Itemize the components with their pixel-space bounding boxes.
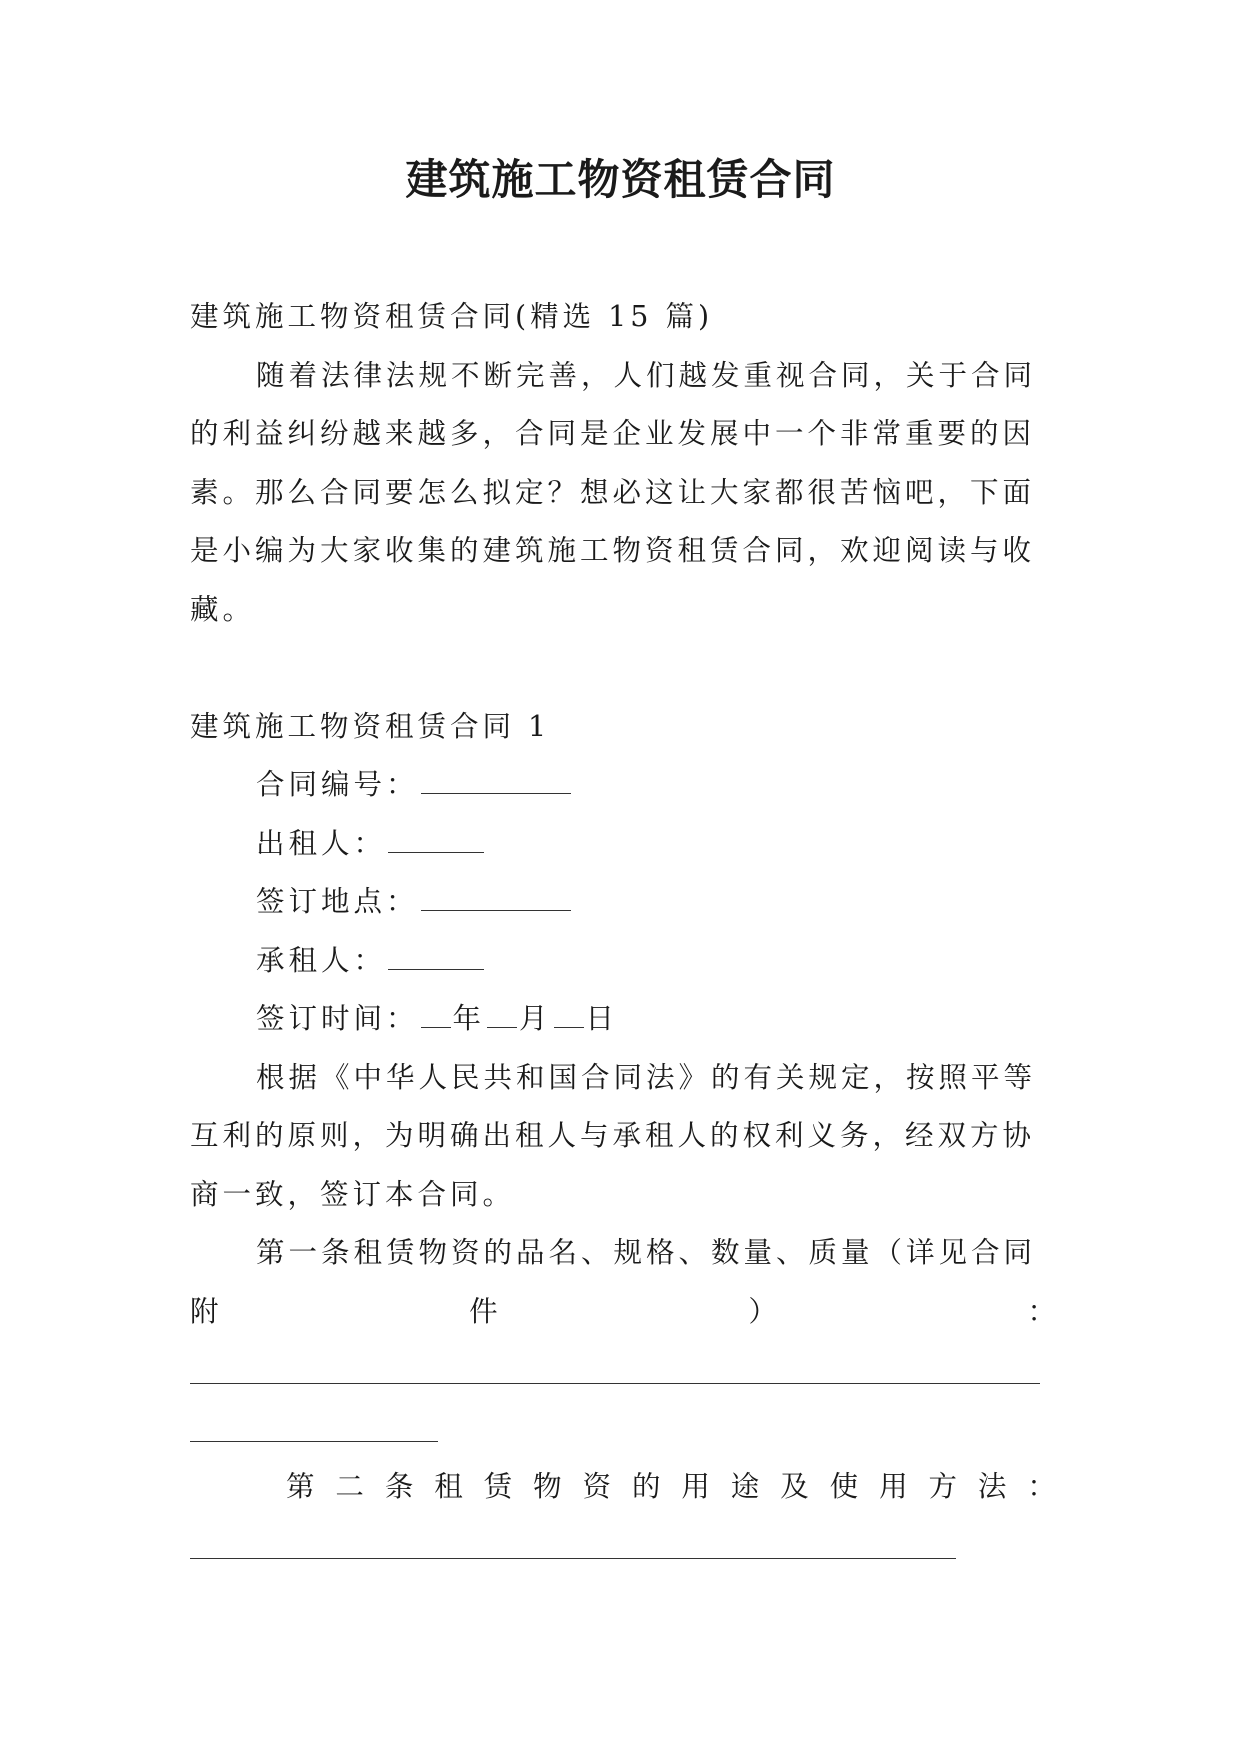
contract-number-blank bbox=[421, 792, 571, 794]
article2-char: 用 bbox=[681, 1470, 710, 1503]
article1-blank-rule bbox=[190, 1383, 1040, 1384]
lessee-label: 承租人： bbox=[256, 943, 387, 977]
article2-char: 使 bbox=[829, 1470, 859, 1503]
lessor-blank bbox=[388, 851, 484, 853]
day-label: 日 bbox=[585, 1002, 619, 1035]
document-title: 建筑施工物资租赁合同 bbox=[405, 155, 836, 204]
contract-heading: 建筑施工物资租赁合同 1 bbox=[190, 709, 551, 743]
sign-time-line bbox=[190, 990, 1056, 1049]
sign-place-blank bbox=[421, 909, 571, 911]
article2-char: 赁 bbox=[483, 1470, 513, 1503]
intro-paragraph: 随着法律法规不断完善，人们越发重视合同，关于合同的利益纠纷越来越多，合同是企业发展中一个非常重要的因素。那么合同要怎么拟定？想必这让大家都很苦恼吧，下面是小编为大家收集的建筑施工物资租赁合同，欢迎阅读与收藏。 bbox=[190, 358, 1037, 626]
article1-char: ） bbox=[748, 1294, 777, 1328]
article1-char: 附 bbox=[190, 1294, 219, 1328]
year-blank bbox=[421, 1026, 451, 1028]
article1-line2 bbox=[190, 1283, 1056, 1342]
article2-char: 及 bbox=[780, 1470, 809, 1503]
document-body bbox=[190, 288, 1056, 1575]
article1-line1: 第一条租赁物资的品名、规格、数量、质量（详见合同 bbox=[256, 1236, 1037, 1269]
article1-blank-rule-2 bbox=[190, 1441, 438, 1442]
article2-char: 资 bbox=[582, 1470, 612, 1503]
article2-char: ： bbox=[1027, 1470, 1056, 1503]
contract-number-label: 合同编号： bbox=[256, 768, 419, 801]
preamble-paragraph: 根据《中华人民共和国合同法》的有关规定，按照平等互利的原则，为明确出租人与承租人的权利义务，经双方协商一致，签订本合同。 bbox=[190, 1060, 1037, 1211]
article2-char: 租 bbox=[434, 1470, 463, 1503]
article2-char: 的 bbox=[631, 1470, 661, 1503]
month-blank bbox=[487, 1026, 517, 1028]
article2-char: 物 bbox=[533, 1470, 562, 1503]
lessee-blank bbox=[388, 968, 484, 970]
sign-place-line bbox=[190, 873, 1056, 932]
lessor-label: 出租人： bbox=[256, 826, 387, 860]
lessor-line bbox=[190, 815, 1056, 874]
article1-blank-line-2 bbox=[190, 1400, 1056, 1459]
article2-char: 二 bbox=[335, 1470, 364, 1503]
article2-blank-line bbox=[190, 1517, 1056, 1576]
subtitle: 建筑施工物资租赁合同(精选 15 篇) bbox=[190, 300, 714, 333]
day-blank bbox=[554, 1026, 584, 1028]
sign-place-label: 签订地点： bbox=[256, 885, 419, 918]
lessee-line bbox=[190, 932, 1056, 991]
article2-char: 法 bbox=[977, 1470, 1007, 1503]
article2-char: 方 bbox=[928, 1470, 957, 1503]
article2-char: 条 bbox=[384, 1470, 414, 1503]
year-label: 年 bbox=[452, 1002, 486, 1035]
article1-char: ： bbox=[1027, 1294, 1056, 1328]
month-label: 月 bbox=[519, 1002, 552, 1035]
article2-char: 途 bbox=[730, 1470, 760, 1503]
sign-time-label: 签订时间： bbox=[256, 1002, 419, 1035]
article2-line bbox=[190, 1458, 1056, 1517]
article1-char: 件 bbox=[469, 1294, 498, 1328]
article2-char: 用 bbox=[879, 1470, 908, 1503]
article2-char: 第 bbox=[286, 1470, 315, 1503]
article1-blank-line bbox=[190, 1341, 1056, 1400]
spacer bbox=[190, 639, 1056, 698]
article2-blank-rule bbox=[190, 1558, 956, 1559]
contract-number-line bbox=[190, 756, 1056, 815]
